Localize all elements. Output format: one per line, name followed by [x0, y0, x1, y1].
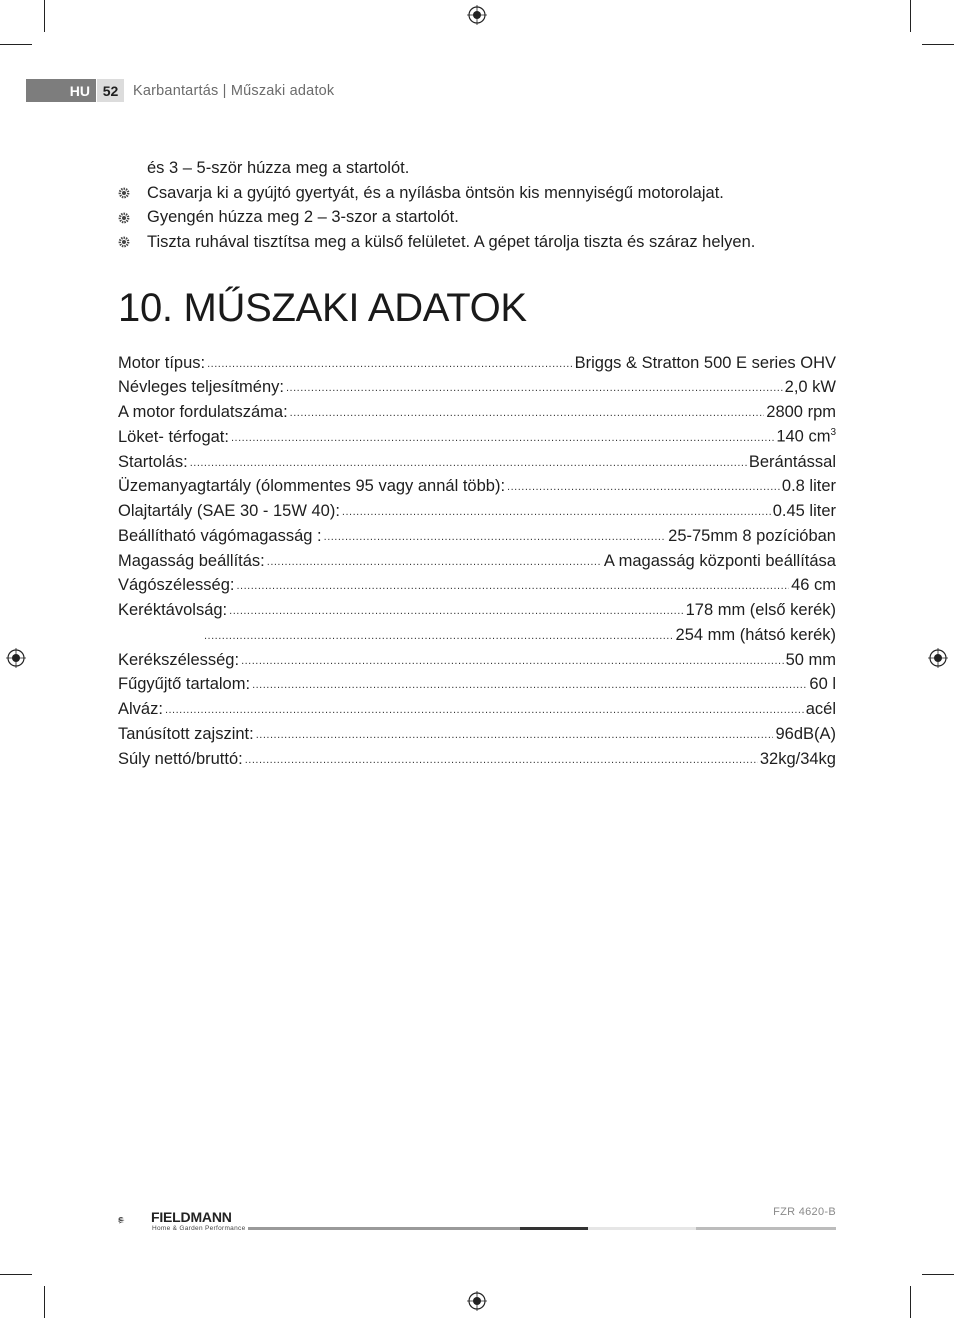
dot-leader: [256, 722, 774, 739]
list-item: [118, 230, 838, 255]
spec-label: Kerékszélesség:: [118, 650, 240, 669]
section-title: Karbantartás | Műszaki adatok: [133, 82, 335, 99]
spec-row: [118, 623, 836, 648]
registration-mark-icon: [6, 648, 26, 668]
spec-value: 0.45 liter: [772, 502, 836, 520]
spec-label: Keréktávolság:: [118, 601, 228, 619]
spec-row: [118, 722, 836, 747]
spec-label: Olajtartály (SAE 30 - 15W 40):: [118, 502, 340, 520]
spec-row: [118, 673, 836, 698]
spec-row: [118, 475, 836, 500]
spec-label: Névleges teljesítmény:: [118, 378, 284, 397]
spec-label: Beállítható vágómagasság :: [118, 526, 322, 545]
language-tab: HU: [26, 79, 96, 102]
registration-mark-icon: [467, 1291, 487, 1311]
list-item-text: Csavarja ki a gyújtó gyertyát, és a nyílásba öntsön kis mennyiségű motorolajat.: [147, 183, 724, 202]
spec-row: [118, 574, 836, 599]
spec-row: [118, 698, 836, 723]
spec-row: [118, 425, 836, 450]
registration-mark-icon: [467, 5, 487, 25]
gear-bullet-icon: [118, 187, 147, 199]
footer-bar-mid: [248, 1227, 520, 1230]
maintenance-list: [118, 156, 838, 255]
crop-mark-bottom-right-h: [922, 1274, 954, 1275]
fieldmann-logo-icon: [118, 1205, 150, 1235]
dot-leader: [204, 623, 674, 640]
spec-row: [118, 450, 836, 475]
dot-leader: [245, 747, 758, 764]
list-continuation: és 3 – 5-ször húzza meg a startolót.: [147, 159, 410, 177]
spec-value: 2,0 kW: [784, 378, 836, 397]
spec-label: A motor fordulatszáma:: [118, 403, 288, 421]
chapter-title: 10. MŰSZAKI ADATOK: [118, 286, 527, 330]
spec-value: 2800 rpm: [766, 403, 836, 421]
footer-bar-mid-right: [696, 1227, 836, 1230]
spec-value: 0.8 liter: [781, 477, 836, 496]
list-item: [118, 181, 838, 206]
crop-mark-bottom-right-v: [910, 1286, 911, 1318]
spec-label: Magasság beállítás:: [118, 551, 265, 570]
dot-leader: [342, 500, 771, 517]
dot-leader: [207, 351, 573, 368]
spec-value-text: 140 cm: [776, 427, 831, 446]
spec-label: Súly nettó/bruttó:: [118, 749, 243, 768]
crop-mark-bottom-left-h: [0, 1274, 32, 1275]
model-number: FZR 4620-B: [773, 1206, 836, 1218]
dot-leader: [252, 673, 807, 690]
spec-row: [118, 524, 836, 549]
spec-label: Alváz:: [118, 700, 163, 718]
spec-row: [118, 648, 836, 673]
spec-value: 50 mm: [785, 650, 836, 669]
footer-bar-light: [588, 1227, 696, 1230]
spec-value: 178 mm (első kerék): [685, 601, 836, 619]
spec-row: [118, 401, 836, 426]
dot-leader: [165, 698, 804, 715]
spec-row: [118, 500, 836, 525]
spec-row: [118, 599, 836, 624]
spec-row: [118, 351, 836, 376]
gear-bullet-icon: [118, 236, 147, 248]
spec-row: [118, 747, 836, 772]
spec-value: A magasság központi beállítása: [603, 551, 836, 570]
spec-value: 25-75mm 8 pozícióban: [668, 526, 836, 545]
spec-value: 254 mm (hátsó kerék): [675, 625, 836, 644]
spec-label: Löket- térfogat:: [118, 427, 229, 446]
brand-tagline: Home & Garden Performance: [152, 1225, 246, 1232]
crop-mark-top-right-v: [910, 0, 911, 32]
spec-label: Vágószélesség:: [118, 576, 235, 595]
spec-label: Fűgyűjtő tartalom:: [118, 675, 251, 694]
crop-mark-bottom-left-v: [44, 1286, 45, 1318]
spec-value: Briggs & Stratton 500 E series OHV: [574, 353, 836, 372]
gear-bullet-icon: [118, 212, 147, 224]
spec-value: 32kg/34kg: [759, 749, 836, 768]
registration-mark-icon: [928, 648, 948, 668]
list-item-text: Gyengén húzza meg 2 – 3-szor a startolót.: [147, 208, 459, 227]
spec-label: Motor típus:: [118, 353, 206, 372]
spec-value: 96dB(A): [775, 724, 836, 743]
technical-data-table: [118, 351, 836, 772]
spec-label: Tanúsított zajszint:: [118, 724, 254, 743]
crop-mark-top-left-v: [44, 0, 45, 32]
spec-row: [118, 549, 836, 574]
crop-mark-top-left-h: [0, 44, 32, 45]
spec-value: [776, 427, 836, 447]
footer-bar-dark: [520, 1227, 588, 1230]
superscript: 3: [830, 427, 836, 439]
dot-leader: [229, 599, 683, 616]
dot-leader: [267, 549, 602, 566]
brand-name: FIELDMANN: [151, 1209, 232, 1225]
dot-leader: [324, 524, 667, 541]
crop-mark-top-right-h: [922, 44, 954, 45]
page-number: 52: [97, 79, 124, 102]
spec-label: Üzemanyagtartály (ólommentes 95 vagy annál több):: [118, 477, 506, 496]
dot-leader: [241, 648, 784, 665]
dot-leader: [507, 475, 780, 492]
spec-value: acél: [805, 700, 836, 718]
spec-label: Startolás:: [118, 452, 188, 471]
list-item: [118, 205, 838, 230]
list-item-text: Tiszta ruhával tisztítsa meg a külső felületet. A gépet tárolja tiszta és száraz helyen.: [147, 233, 756, 252]
spec-value: Berántással: [748, 452, 836, 471]
spec-row: [118, 376, 836, 401]
dot-leader: [190, 450, 747, 467]
dot-leader: [290, 401, 765, 418]
page-header: [26, 79, 334, 102]
dot-leader: [231, 425, 774, 442]
spec-value: 60 l: [809, 675, 836, 694]
dot-leader: [237, 574, 790, 591]
spec-value: 46 cm: [791, 576, 836, 595]
dot-leader: [286, 376, 783, 393]
